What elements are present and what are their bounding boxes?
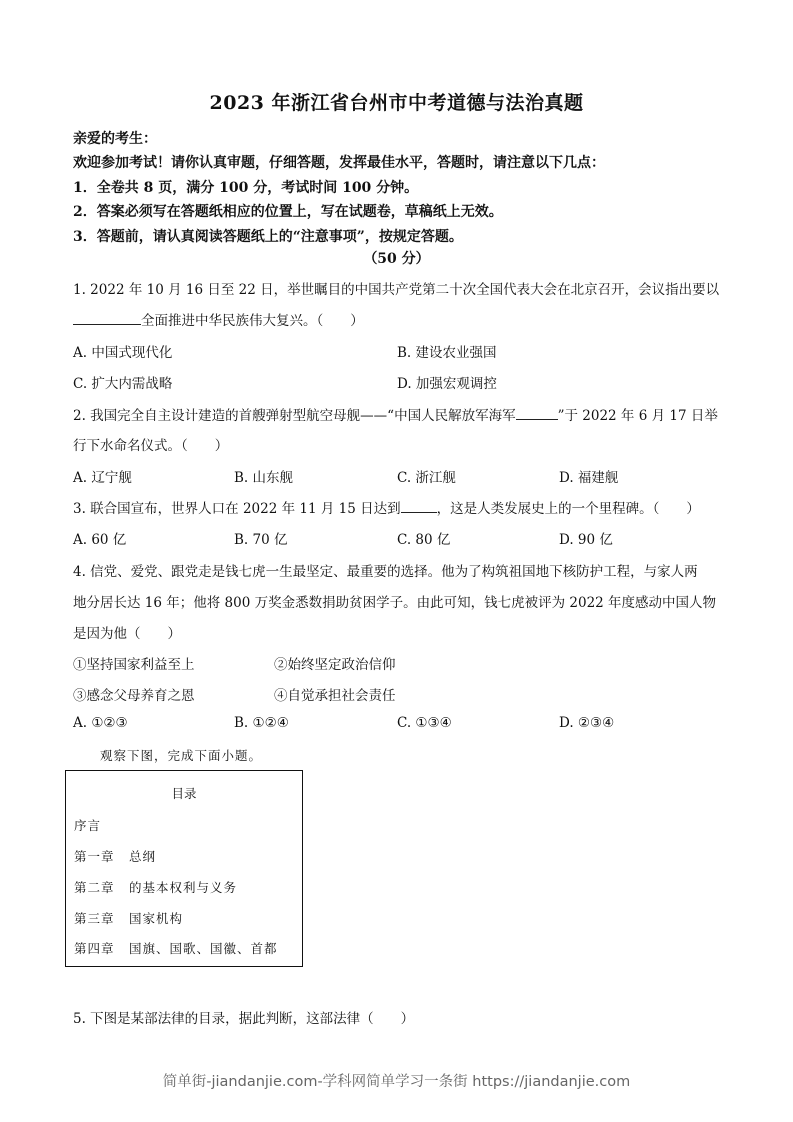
answer-blank — [73, 312, 141, 325]
option-c[interactable]: C. 浙江舰 — [397, 470, 456, 486]
toc-row — [74, 878, 237, 896]
toc-chapter-name: 国家机构 — [129, 911, 184, 926]
question-1-line-1: 1. 2022 年 10 月 16 日至 22 日，举世瞩目的中国共产党第二十次全国代表大会在北京召开，会议指出要以 — [73, 282, 720, 298]
table-of-contents-figure — [65, 770, 303, 967]
section-score: （50 分） — [363, 251, 430, 267]
answer-blank — [516, 407, 558, 420]
question-3-stem-a: 3. 联合国宣布，世界人口在 2022 年 11 月 15 日达到 — [73, 501, 401, 517]
toc-row — [74, 939, 278, 957]
statement-1: ①坚持国家利益至上 — [73, 657, 195, 673]
question-2-stem-a: 2. 我国完全自主设计建造的首艘弹射型航空母舰——“中国人民解放军海军 — [73, 408, 516, 424]
question-1-stem: 全面推进中华民族伟大复兴。（ ） — [141, 313, 364, 329]
toc-chapter: 第一章 — [74, 849, 115, 864]
question-2-stem-b: ”于 2022 年 6 月 17 日举 — [557, 408, 718, 424]
toc-chapter: 序言 — [74, 818, 102, 833]
question-4-line-1: 4. 信党、爱党、跟党走是钱七虎一生最坚定、最重要的选择。他为了构筑祖国地下核防护工程，与家人两 — [73, 564, 698, 580]
toc-chapter-name: 总纲 — [129, 849, 157, 864]
answer-blank — [401, 500, 437, 513]
toc-row — [74, 909, 183, 927]
note-3: 3．答题前，请认真阅读答题纸上的“注意事项”，按规定答题。 — [73, 229, 463, 245]
toc-chapter-name: 的基本权利与义务 — [129, 880, 238, 895]
option-b[interactable]: B. 山东舰 — [234, 470, 294, 486]
document-title: 2023 年浙江省台州市中考道德与法治真题 — [209, 92, 584, 114]
option-d[interactable]: D. 90 亿 — [559, 532, 613, 548]
toc-chapter: 第四章 — [74, 941, 115, 956]
option-b[interactable]: B. ①②④ — [234, 715, 289, 731]
option-c[interactable]: C. 80 亿 — [397, 532, 451, 548]
option-d[interactable]: D. 福建舰 — [559, 470, 619, 486]
option-c[interactable]: C. 扩大内需战略 — [73, 376, 173, 392]
question-5: 5. 下图是某部法律的目录，据此判断，这部法律（ ） — [73, 1011, 415, 1027]
footer-watermark: 简单街-jiandanjie.com-学科网简单学习一条街 https://jiandanjie.com — [162, 1074, 631, 1090]
question-4-line-2: 地分居长达 16 年；他将 800 万奖金悉数捐助贫困学子。由此可知，钱七虎被评为 2022 年度感动中国人物 — [73, 595, 717, 611]
note-2: 2．答案必须写在答题纸相应的位置上，写在试题卷，草稿纸上无效。 — [73, 204, 503, 220]
option-b[interactable]: B. 70 亿 — [234, 532, 288, 548]
toc-title: 目录 — [171, 786, 197, 801]
figure-intro: 观察下图，完成下面小题。 — [100, 748, 263, 763]
question-3-stem-b: ，这是人类发展史上的一个里程碑。（ ） — [436, 501, 700, 517]
option-a[interactable]: A. 辽宁舰 — [73, 470, 132, 486]
toc-row — [74, 816, 129, 834]
statement-4: ④自觉承担社会责任 — [274, 688, 396, 704]
statement-3: ③感念父母养育之恩 — [73, 688, 195, 704]
statement-2: ②始终坚定政治信仰 — [274, 657, 396, 673]
question-4-line-3: 是因为他（ ） — [73, 626, 181, 642]
toc-chapter-name: 国旗、国歌、国徽、首都 — [129, 941, 278, 956]
greeting: 亲爱的考生： — [73, 131, 157, 147]
toc-row — [74, 847, 156, 865]
question-2-line-1 — [73, 404, 718, 424]
option-d[interactable]: D. ②③④ — [559, 715, 615, 731]
option-d[interactable]: D. 加强宏观调控 — [397, 376, 497, 392]
note-1: 1．全卷共 8 页，满分 100 分，考试时间 100 分钟。 — [73, 180, 419, 196]
toc-chapter: 第三章 — [74, 911, 115, 926]
intro-text: 欢迎参加考试！请你认真审题，仔细答题，发挥最佳水平，答题时，请注意以下几点： — [73, 155, 605, 171]
question-3-line-1 — [73, 497, 700, 517]
toc-chapter: 第二章 — [74, 880, 115, 895]
option-a[interactable]: A. 中国式现代化 — [73, 345, 173, 361]
option-a[interactable]: A. 60 亿 — [73, 532, 127, 548]
option-a[interactable]: A. ①②③ — [73, 715, 128, 731]
option-c[interactable]: C. ①③④ — [397, 715, 452, 731]
question-1-line-2 — [73, 309, 364, 329]
option-b[interactable]: B. 建设农业强国 — [397, 345, 497, 361]
question-2-line-2: 行下水命名仪式。（ ） — [73, 438, 229, 454]
